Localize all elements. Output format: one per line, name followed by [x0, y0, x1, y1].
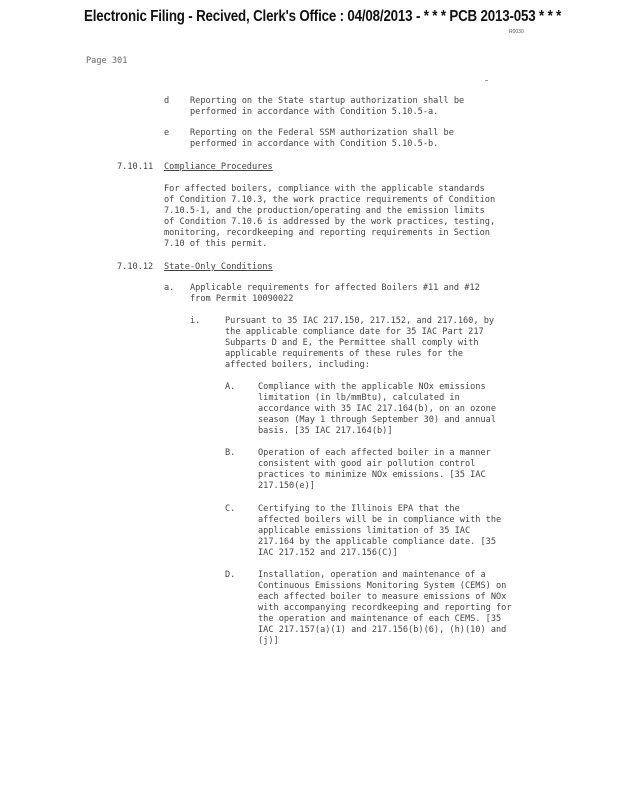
subitem-a-line-3: accordance with 35 IAC 217.164(b), on an ozone [258, 404, 496, 414]
compliance-line-6: 7.10 of this permit. [164, 239, 268, 249]
subitem-d-line-7: (j)] [258, 636, 279, 646]
item-i-line-4: applicable requirements of these rules for the [225, 349, 463, 359]
subitem-d-marker: D. [225, 570, 236, 580]
subitem-d-line-6: IAC 217.157(a)(1) and 217.156(b)(6), (h)(10) and [258, 625, 507, 635]
item-i-line-3: Subparts D and E, the Permittee shall comply with [225, 338, 479, 348]
compliance-line-1: For affected boilers, compliance with the applicable standards [164, 184, 485, 194]
subitem-b-line-4: 217.150(e)] [258, 481, 315, 491]
subitem-c-line-2: affected boilers will be in compliance with the [258, 515, 502, 525]
subitem-b-marker: B. [225, 448, 236, 458]
subitem-b-line-1: Operation of each affected boiler in a manner [258, 448, 491, 458]
section-7-10-11-title: Compliance Procedures [164, 162, 273, 172]
page-number: Page 301 [86, 56, 128, 66]
item-i-line-1: Pursuant to 35 IAC 217.150, 217.152, and 217.160, by [225, 316, 495, 326]
section-7-10-12-number: 7.10.12 [117, 262, 154, 272]
subitem-a-line-2: limitation (in lb/mmBtu), calculated in [258, 393, 460, 403]
item-d-line-2: performed in accordance with Condition 5.10.5-a. [190, 107, 439, 117]
item-e-line-1: Reporting on the Federal SSM authorization shall be [190, 128, 454, 138]
subitem-a-marker: A. [225, 382, 236, 392]
subitem-c-line-3: applicable emissions limitation of 35 IAC [258, 526, 471, 536]
section-7-10-11-number: 7.10.11 [117, 162, 154, 172]
subitem-c-line-4: 217.164 by the applicable compliance date. [35 [258, 537, 496, 547]
item-d-line-1: Reporting on the State startup authorization shall be [190, 96, 465, 106]
subitem-a-line-5: basis. [35 IAC 217.164(b)] [258, 426, 393, 436]
item-i-line-2: the applicable compliance date for 35 IAC Part 217 [225, 327, 484, 337]
subitem-c-line-5: IAC 217.152 and 217.156(C)] [258, 548, 398, 558]
compliance-line-4: of Condition 7.10.6 is addressed by the work practices, testing, [164, 217, 496, 227]
item-i-marker: i. [190, 316, 201, 326]
subitem-d-line-4: with accompanying recordkeeping and reporting for [258, 603, 512, 613]
filing-stamp: Electronic Filing - Recived, Clerk's Office : 04/08/2013 - * * * PCB 2013-053 * * * [84, 8, 562, 25]
subitem-c-line-1: Certifying to the Illinois EPA that the [258, 504, 460, 514]
section-7-10-12-title: State-Only Conditions [164, 262, 273, 272]
scan-mark [485, 80, 488, 81]
subitem-d-line-5: the operation and maintenance of each CEMS. [35 [258, 614, 502, 624]
compliance-line-5: monitoring, recordkeeping and reporting requirements in Section [164, 228, 490, 238]
subitem-a-line-4: season (May 1 through September 30) and annual [258, 415, 496, 425]
subitem-d-line-2: Continuous Emissions Monitoring System (CEMS) on [258, 581, 507, 591]
item-e-marker: e [164, 128, 170, 138]
item-d-marker: d [164, 96, 170, 106]
stamp-number: R0030 [509, 29, 524, 35]
item-a-marker: a. [164, 283, 175, 293]
subitem-c-marker: C. [225, 504, 236, 514]
compliance-line-3: 7.10.5-1, and the production/operating and the emission limits [164, 206, 485, 216]
compliance-line-2: of Condition 7.10.3, the work practice requirements of Condition [164, 195, 496, 205]
subitem-b-line-2: consistent with good air pollution control [258, 459, 476, 469]
subitem-a-line-1: Compliance with the applicable NOx emissions [258, 382, 486, 392]
subitem-d-line-1: Installation, operation and maintenance of a [258, 570, 486, 580]
item-a-line-1: Applicable requirements for affected Boilers #11 and #12 [190, 283, 480, 293]
subitem-d-line-3: each affected boiler to measure emissions of NOx [258, 592, 507, 602]
item-a-line-2: from Permit 10090022 [190, 294, 294, 304]
item-i-line-5: affected boilers, including: [225, 360, 370, 370]
item-e-line-2: performed in accordance with Condition 5.10.5-b. [190, 139, 439, 149]
subitem-b-line-3: practices to minimize NOx emissions. [35 IAC [258, 470, 486, 480]
